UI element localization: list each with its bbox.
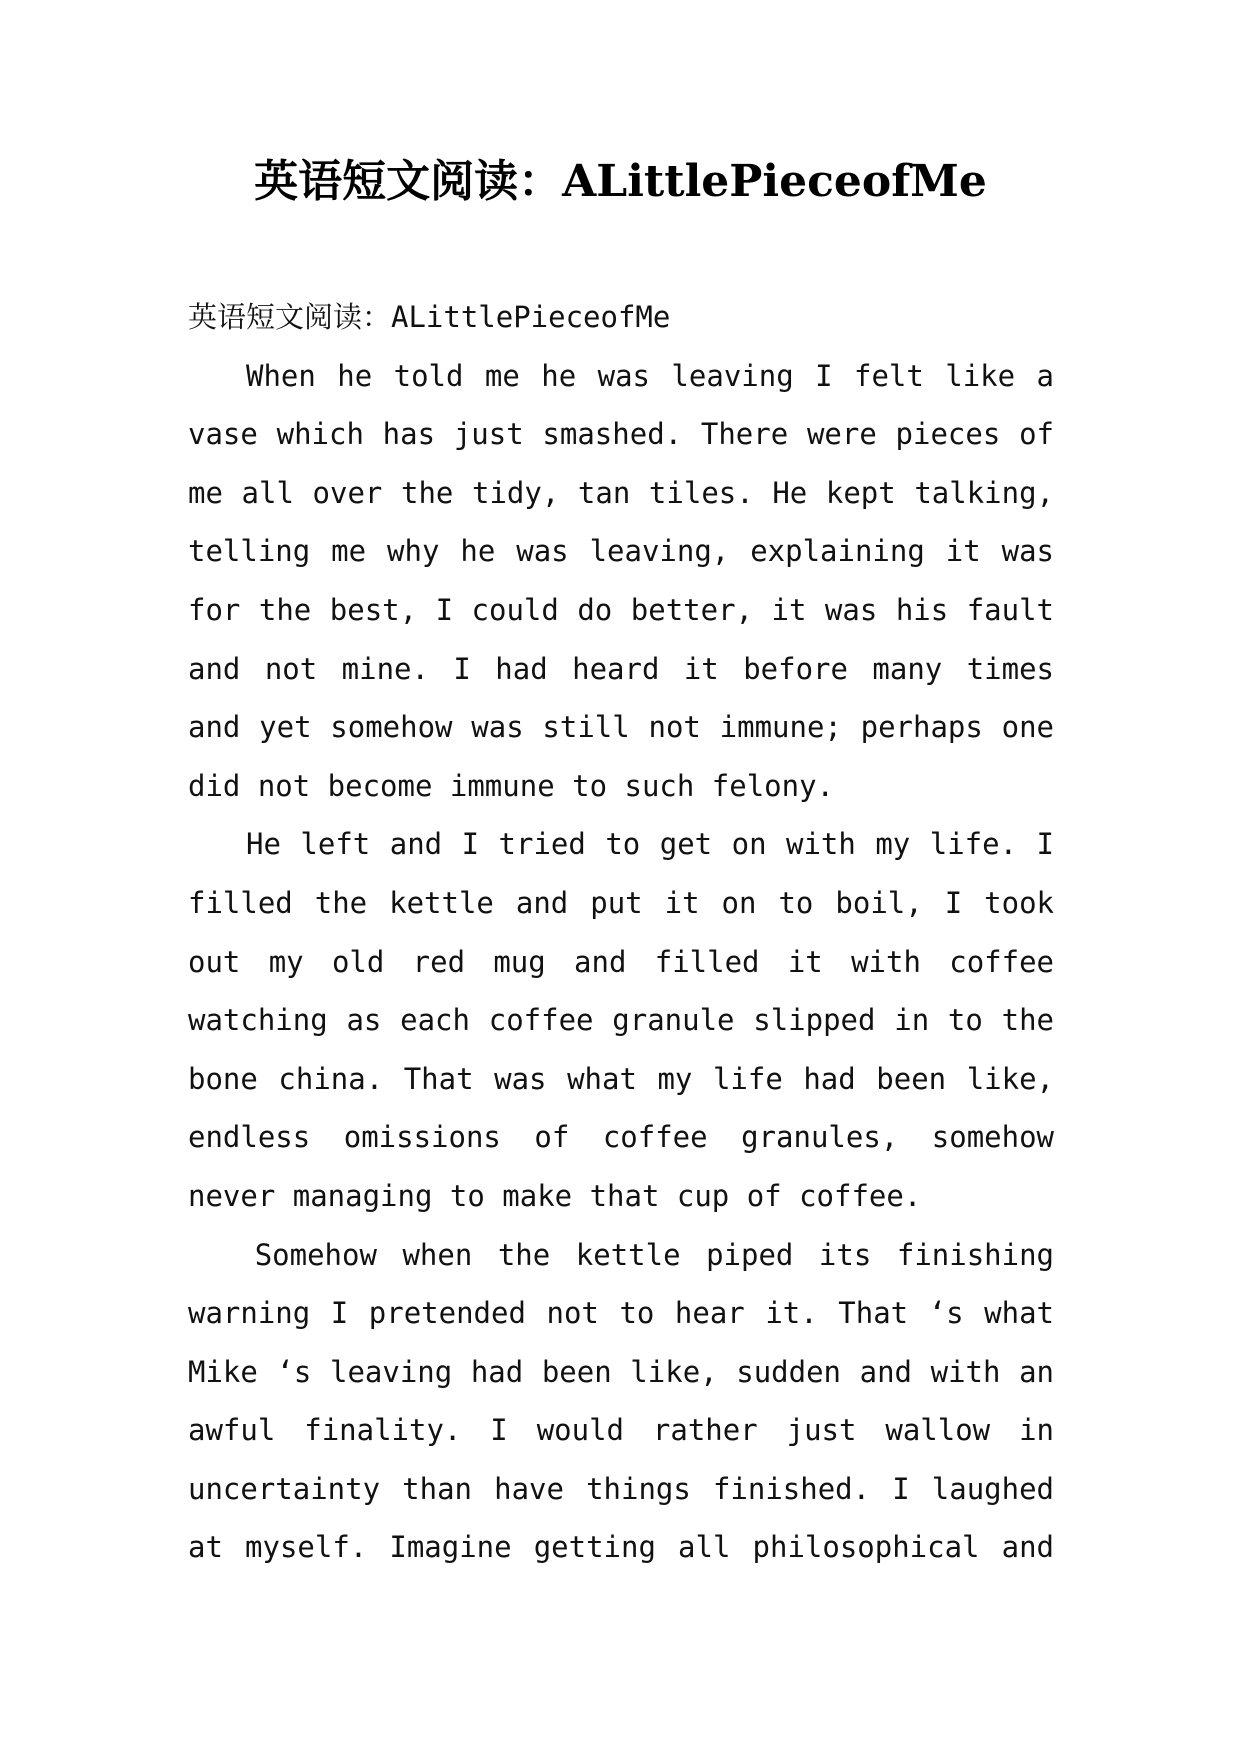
paragraph: He left and I tried to get on with my life. I filled the kettle and put it on to boil, I took out my old red mug and filled it with coffee watching as each coffee granule slipped in to the bone china. That was what my life had been like, endless omissions of coffee granules, somehow never managing to make that cup of coffee.	[188, 827, 1054, 1213]
document-title: 英语短文阅读：ALittlePieceofMe	[254, 156, 987, 207]
document-body	[188, 288, 1054, 1577]
paragraph: Somehow when the kettle piped its finishing warning I pretended not to hear it. That ‘s what Mike ‘s leaving had been like, sudden and with an awful finality. I would rather just wallow in uncertainty than have things finished. I laughed at myself. Imagine getting all philosophical and	[188, 1237, 1054, 1565]
paragraph: When he told me he was leaving I felt like a vase which has just smashed. There were pieces of me all over the tidy, tan tiles. He kept talking, telling me why he was leaving, explaining it was for the best, I could do better, it was his fault and not mine. I had heard it before many times and yet somehow was still not immune; perhaps one did not become immune to such felony.	[188, 358, 1054, 803]
document-subtitle: 英语短文阅读：ALittlePieceofMe	[188, 300, 671, 334]
